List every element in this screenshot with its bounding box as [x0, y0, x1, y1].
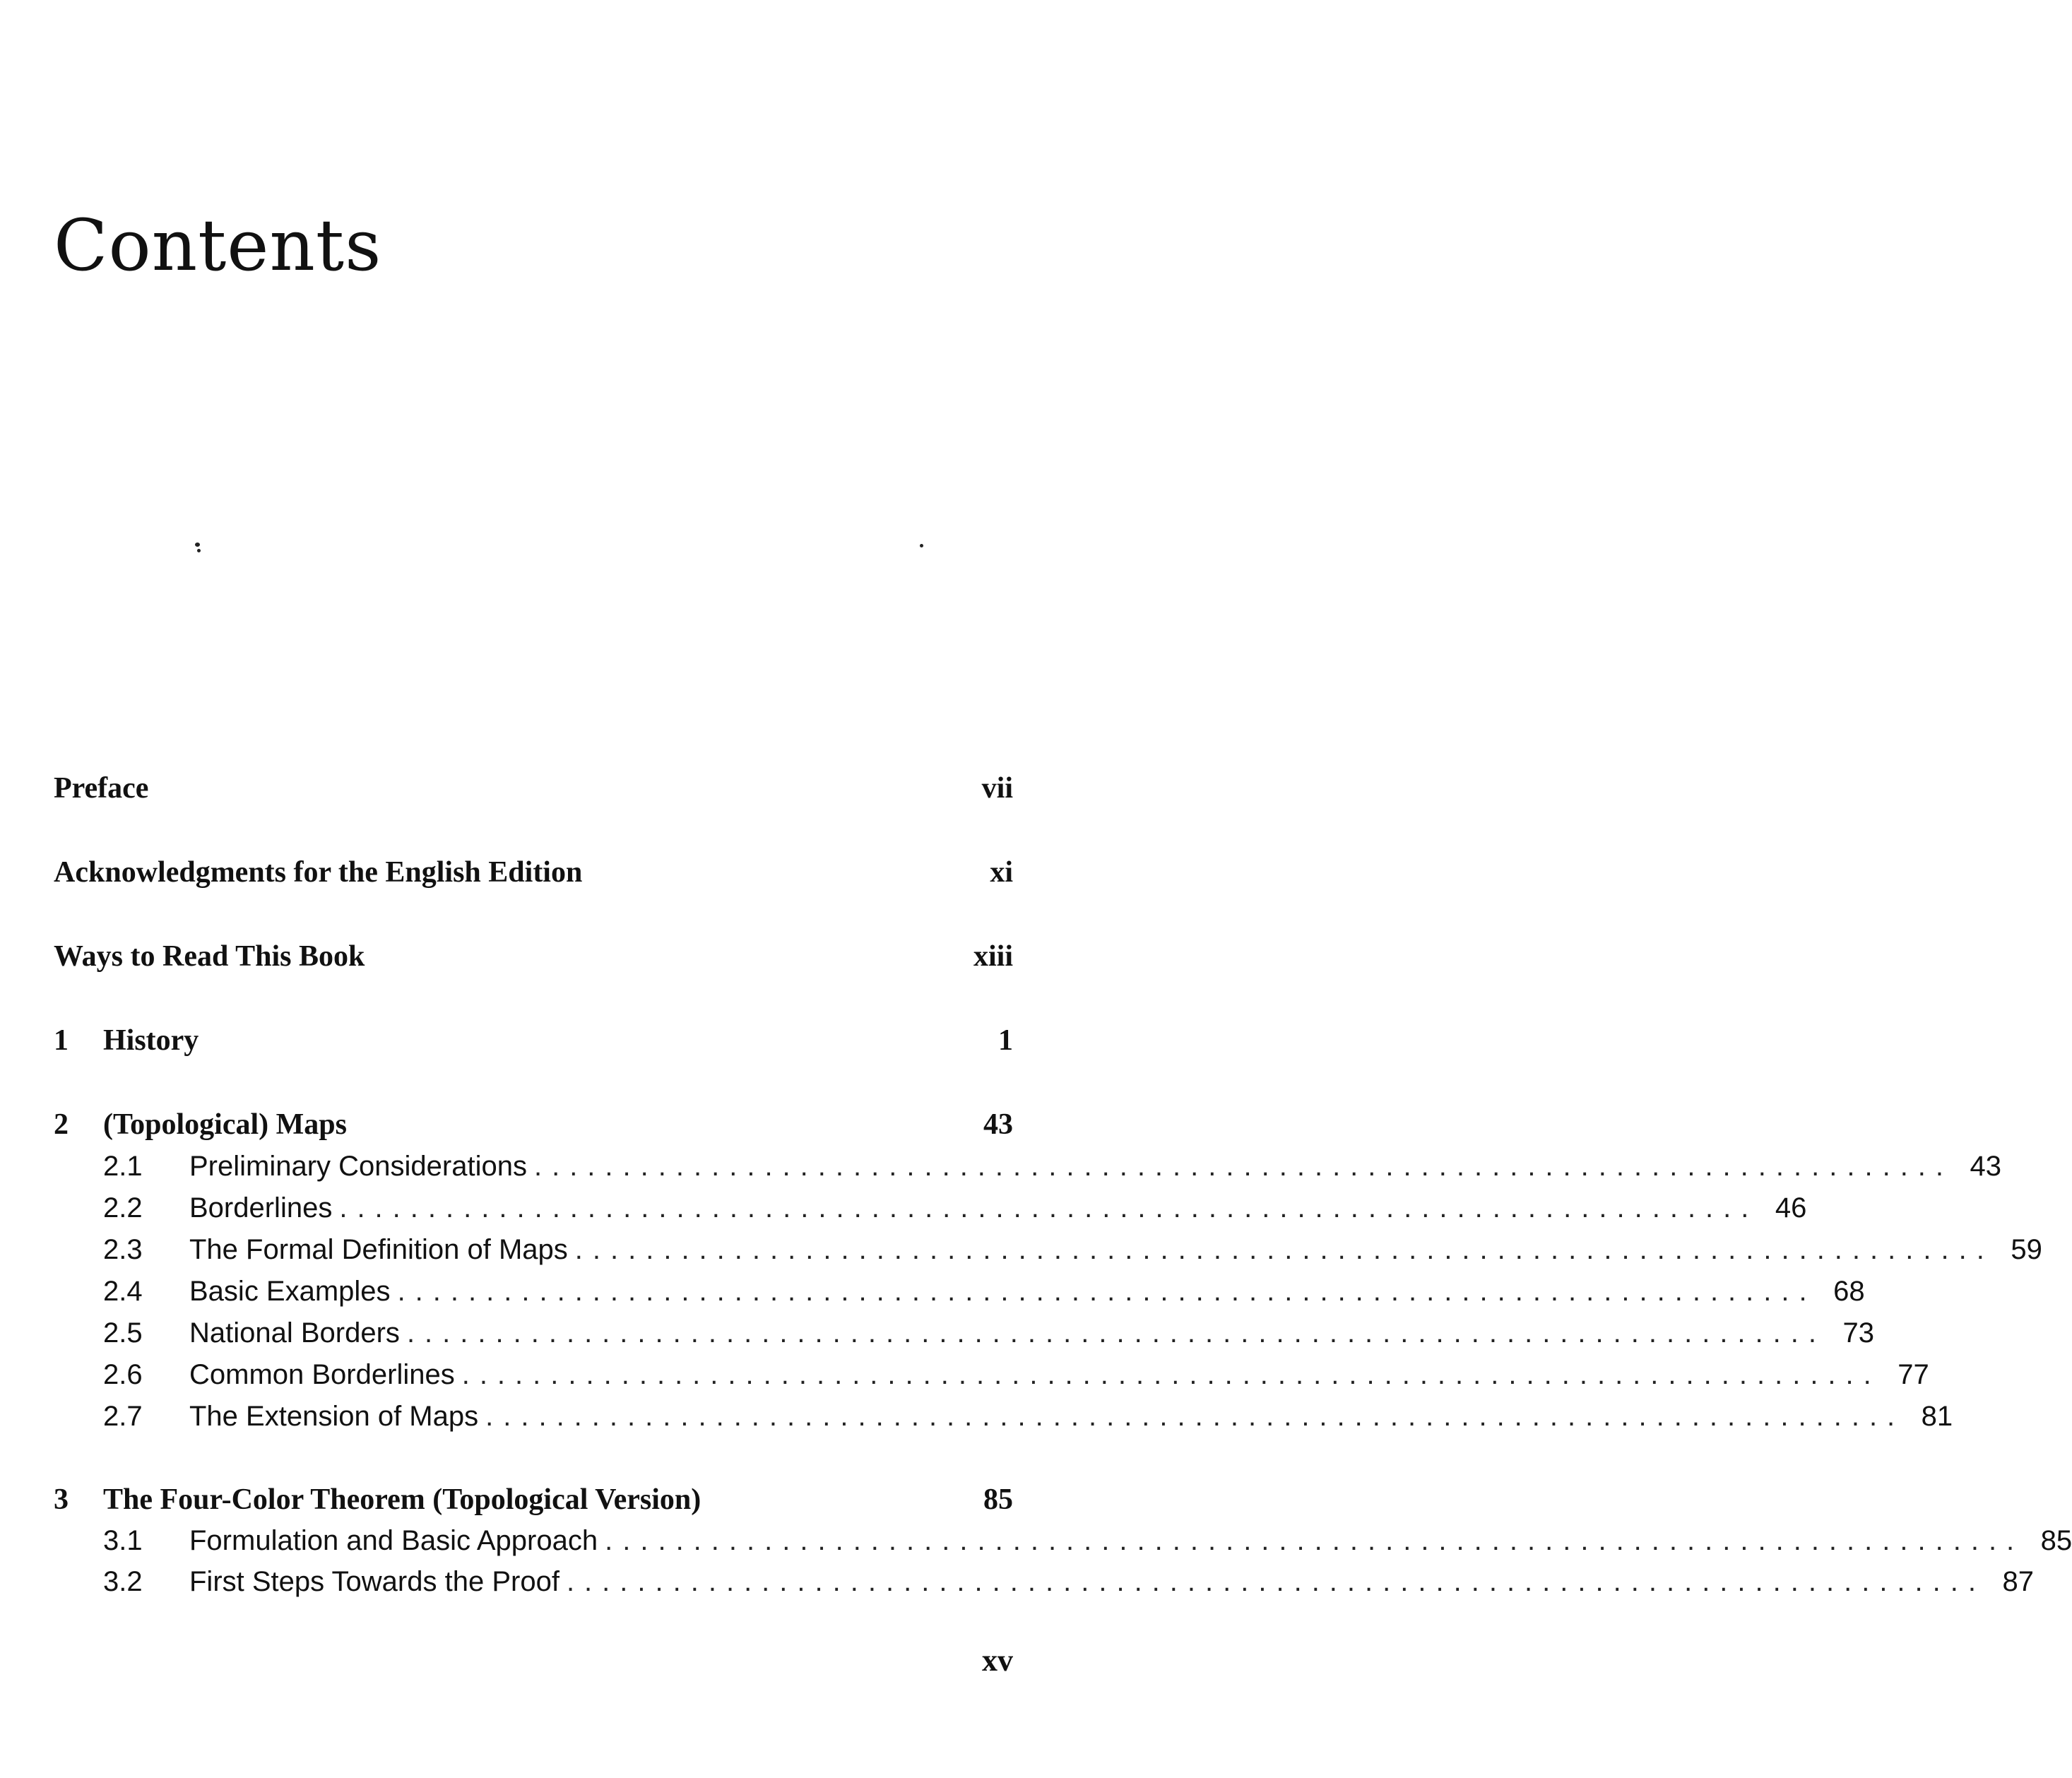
ink-speck	[195, 543, 200, 547]
dot-leader: ................................................................................	[406, 1317, 1826, 1349]
section-page: 77	[1898, 1359, 1929, 1390]
section-title: The Formal Definition of Maps	[189, 1234, 568, 1265]
page-number: xv	[982, 1643, 1013, 1678]
chapter-number: 3	[54, 1483, 69, 1516]
section-title: Common Borderlines	[189, 1359, 455, 1390]
dot-leader: ................................................................................	[397, 1276, 1817, 1307]
toc-entry-label: Ways to Read This Book	[54, 940, 365, 973]
section-title: First Steps Towards the Proof	[189, 1566, 560, 1597]
section-page: 85	[2040, 1525, 2072, 1556]
chapter-number: 2	[54, 1108, 69, 1141]
toc-section-3-1[interactable]	[103, 1522, 2072, 1559]
toc-chapter-1[interactable]	[54, 1022, 1013, 1059]
toc-chapter-2[interactable]	[54, 1106, 1013, 1143]
toc-entry-preface[interactable]	[54, 770, 1013, 807]
section-number: 2.4	[103, 1276, 143, 1307]
page-title: Contents	[54, 204, 382, 287]
chapter-title: (Topological) Maps	[103, 1108, 347, 1141]
dot-leader: ................................................................................	[485, 1401, 1905, 1432]
chapter-number: 1	[54, 1024, 69, 1057]
toc-section-2-4[interactable]	[103, 1273, 1865, 1310]
toc-section-2-2[interactable]	[103, 1190, 1807, 1226]
section-title: Preliminary Considerations	[189, 1151, 527, 1182]
dot-leader: ................................................................................	[566, 1566, 1986, 1597]
dot-leader: ................................................................................	[461, 1359, 1881, 1390]
section-number: 2.1	[103, 1151, 143, 1182]
toc-entry-ways-to-read[interactable]	[54, 938, 1013, 975]
section-title: Formulation and Basic Approach	[189, 1525, 598, 1556]
toc-entry-label: Preface	[54, 772, 149, 805]
chapter-page: 1	[998, 1024, 1013, 1057]
toc-section-2-6[interactable]	[103, 1356, 1929, 1393]
toc-entry-acknowledgments[interactable]	[54, 854, 1013, 891]
section-page: 81	[1921, 1401, 1953, 1432]
section-page: 59	[2011, 1234, 2042, 1265]
section-page: 87	[2002, 1566, 2034, 1597]
toc-section-2-1[interactable]	[103, 1148, 2002, 1185]
section-title: Borderlines	[189, 1192, 333, 1223]
toc-entry-page: xi	[990, 856, 1013, 889]
dot-leader: ................................................................................	[574, 1234, 1994, 1265]
section-number: 3.2	[103, 1566, 143, 1597]
chapter-title: History	[103, 1024, 199, 1057]
toc-section-2-7[interactable]	[103, 1398, 1953, 1435]
ink-speck	[197, 549, 201, 552]
section-number: 2.3	[103, 1234, 143, 1265]
section-number: 3.1	[103, 1525, 143, 1556]
section-number: 2.2	[103, 1192, 143, 1223]
toc-chapter-3[interactable]	[54, 1481, 1013, 1518]
section-title: Basic Examples	[189, 1276, 391, 1307]
chapter-title: The Four-Color Theorem (Topological Version)	[103, 1483, 701, 1516]
section-number: 2.7	[103, 1401, 143, 1432]
toc-entry-label: Acknowledgments for the English Edition	[54, 856, 583, 889]
section-page: 46	[1775, 1192, 1807, 1223]
section-page: 73	[1842, 1317, 1874, 1349]
dot-leader: ................................................................................	[339, 1192, 1759, 1223]
toc-section-3-2[interactable]	[103, 1563, 2034, 1600]
section-page: 43	[1970, 1151, 2002, 1182]
toc-section-2-5[interactable]	[103, 1315, 1874, 1351]
section-title: National Borders	[189, 1317, 400, 1349]
toc-entry-page: vii	[981, 772, 1013, 805]
dot-leader: ................................................................................	[605, 1525, 2025, 1556]
section-number: 2.5	[103, 1317, 143, 1349]
chapter-page: 85	[983, 1483, 1013, 1516]
section-title: The Extension of Maps	[189, 1401, 479, 1432]
chapter-page: 43	[983, 1108, 1013, 1141]
ink-speck	[920, 544, 923, 547]
dot-leader: ................................................................................	[533, 1151, 1954, 1182]
toc-section-2-3[interactable]	[103, 1231, 2042, 1268]
toc-entry-page: xiii	[973, 940, 1013, 973]
section-number: 2.6	[103, 1359, 143, 1390]
section-page: 68	[1833, 1276, 1865, 1307]
